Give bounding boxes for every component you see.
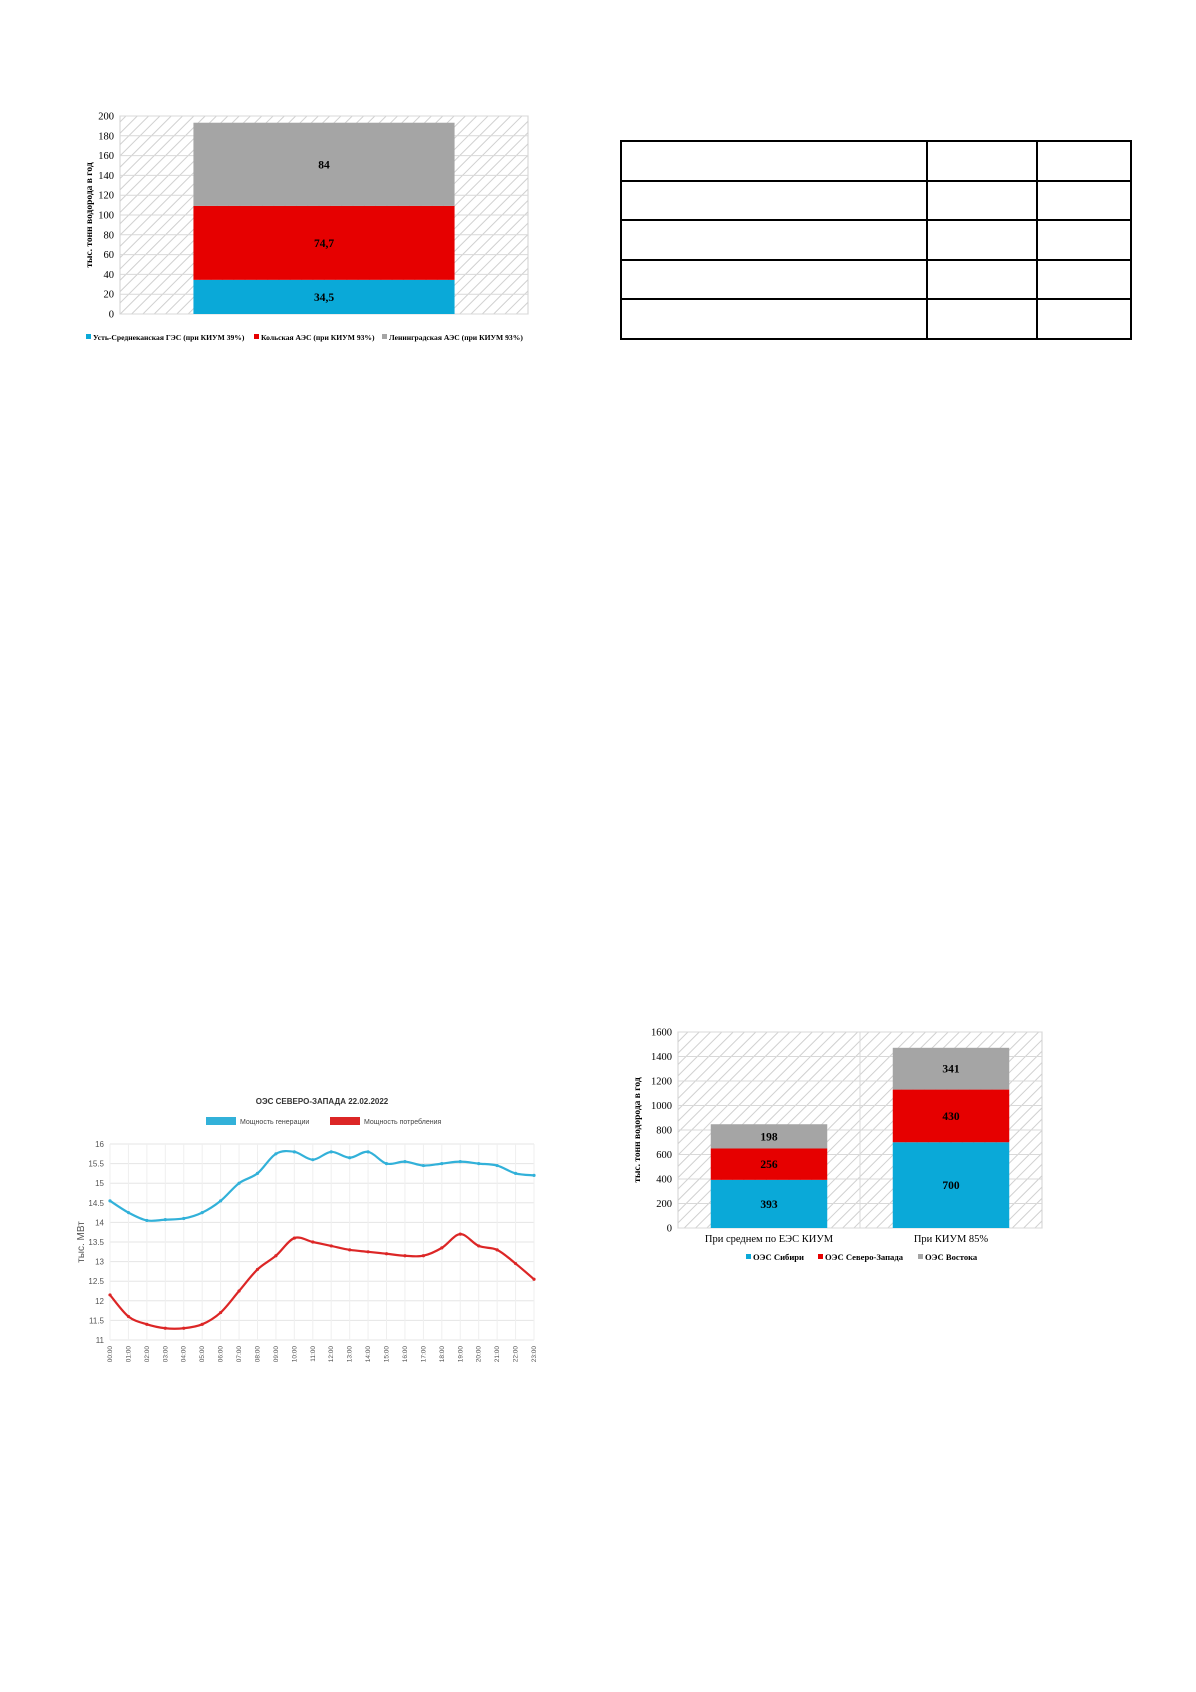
x-category-label: При среднем по ЕЭС КИУМ <box>704 1234 834 1245</box>
data-point <box>532 1278 535 1281</box>
data-point <box>459 1160 462 1163</box>
data-point <box>145 1323 148 1326</box>
data-point <box>422 1164 425 1167</box>
data-label: 34,5 <box>313 291 335 304</box>
table-cell <box>927 299 1037 339</box>
table-cell <box>927 220 1037 260</box>
table-cell <box>1037 141 1131 181</box>
legend-label: Ленинградская АЭС (при КИУМ 93%) <box>389 333 523 342</box>
legend-swatch <box>86 334 91 339</box>
data-point <box>385 1162 388 1165</box>
y-tick-label: 100 <box>98 210 114 222</box>
data-point <box>348 1156 351 1159</box>
data-label: 256 <box>760 1159 778 1172</box>
data-point <box>477 1244 480 1247</box>
chart-svg <box>76 1090 596 1390</box>
legend-label: Усть-Среднеканская ГЭС (при КИУМ 39%) <box>93 333 245 342</box>
y-tick-label: 80 <box>103 230 114 242</box>
data-point <box>219 1311 222 1314</box>
legend-label: Мощность потребления <box>364 1119 442 1126</box>
y-tick-label: 20 <box>103 289 114 301</box>
y-tick-label: 14.5 <box>88 1198 104 1208</box>
hydrogen-output-chart-regions <box>630 1010 1130 1300</box>
data-point <box>237 1182 240 1185</box>
table-cell <box>621 181 927 221</box>
data-point <box>219 1199 222 1202</box>
x-tick-label: 00:00 <box>107 1346 114 1363</box>
table-cell <box>621 299 927 339</box>
data-point <box>311 1158 314 1161</box>
data-point <box>108 1293 111 1296</box>
y-tick-label: 13 <box>95 1257 104 1267</box>
data-point <box>496 1164 499 1167</box>
chart-title: ОЭС СЕВЕРО-ЗАПАДА 22.02.2022 <box>255 1097 389 1106</box>
legend-swatch <box>206 1117 236 1125</box>
power-line-chart <box>76 1090 596 1390</box>
data-point <box>237 1289 240 1292</box>
x-tick-label: 15:00 <box>383 1346 391 1363</box>
y-tick-label: 200 <box>656 1199 672 1210</box>
y-tick-label: 0 <box>666 1223 672 1235</box>
y-tick-label: 120 <box>98 190 114 202</box>
x-category-label: При КИУМ 85% <box>913 1234 989 1245</box>
data-point <box>293 1150 296 1153</box>
legend-label: Мощность генерации <box>240 1119 310 1126</box>
table-row <box>621 299 1131 339</box>
data-point <box>127 1211 130 1214</box>
x-tick-label: 06:00 <box>217 1346 225 1363</box>
x-tick-label: 01:00 <box>125 1346 133 1363</box>
chart-svg <box>84 112 584 372</box>
legend-label: ОЭС Северо-Запада <box>825 1252 903 1262</box>
x-tick-label: 12:00 <box>328 1346 336 1363</box>
legend-swatch <box>382 334 387 339</box>
table-row <box>621 220 1131 260</box>
x-tick-label: 18:00 <box>438 1346 446 1363</box>
x-tick-label: 17:00 <box>420 1346 428 1363</box>
y-axis-label: тыс. МВт <box>76 1221 87 1263</box>
y-tick-label: 14 <box>95 1218 104 1228</box>
x-tick-label: 08:00 <box>254 1346 262 1363</box>
x-tick-label: 19:00 <box>457 1346 465 1363</box>
legend-swatch <box>254 334 259 339</box>
data-point <box>514 1172 517 1175</box>
data-point <box>256 1172 259 1175</box>
data-point <box>403 1160 406 1163</box>
data-label: 198 <box>760 1131 778 1144</box>
y-tick-label: 600 <box>656 1150 672 1161</box>
table-row <box>621 260 1131 300</box>
y-axis-label: тыс. тонн водорода в год <box>85 162 95 268</box>
x-tick-label: 20:00 <box>475 1346 483 1363</box>
y-tick-label: 1400 <box>651 1052 672 1063</box>
data-label: 430 <box>942 1110 960 1123</box>
data-point <box>108 1199 111 1202</box>
data-point <box>201 1211 204 1214</box>
data-point <box>201 1323 204 1326</box>
y-tick-label: 140 <box>98 170 114 182</box>
data-label: 393 <box>760 1198 778 1211</box>
x-tick-label: 21:00 <box>494 1346 502 1363</box>
data-point <box>514 1262 517 1265</box>
legend-label: ОЭС Сибири <box>753 1252 805 1262</box>
data-point <box>440 1162 443 1165</box>
data-point <box>182 1327 185 1330</box>
data-point <box>311 1240 314 1243</box>
data-point <box>274 1254 277 1257</box>
data-point <box>348 1248 351 1251</box>
table-cell <box>1037 181 1131 221</box>
data-label: 700 <box>942 1180 960 1193</box>
data-point <box>532 1174 535 1177</box>
empty-data-table <box>620 140 1132 340</box>
table-cell <box>1037 260 1131 300</box>
table-cell <box>1037 299 1131 339</box>
data-point <box>459 1233 462 1236</box>
y-tick-label: 16 <box>95 1140 104 1149</box>
x-tick-label: 09:00 <box>272 1346 280 1363</box>
data-point <box>330 1150 333 1153</box>
y-tick-label: 1000 <box>651 1101 672 1112</box>
y-tick-label: 11.5 <box>89 1316 104 1326</box>
y-axis-label: тыс. тонн водорода в год <box>633 1077 643 1183</box>
y-tick-label: 180 <box>98 131 114 143</box>
legend-label: ОЭС Востока <box>925 1252 978 1262</box>
y-tick-label: 40 <box>103 269 114 281</box>
x-tick-label: 23:00 <box>531 1346 538 1363</box>
y-tick-label: 800 <box>656 1125 672 1137</box>
x-tick-label: 10:00 <box>291 1346 299 1363</box>
data-point <box>274 1152 277 1155</box>
x-tick-label: 05:00 <box>199 1346 207 1363</box>
legend-swatch <box>918 1254 923 1259</box>
legend-swatch <box>330 1117 360 1125</box>
y-tick-label: 200 <box>98 112 114 123</box>
y-tick-label: 12.5 <box>88 1277 104 1287</box>
y-tick-label: 400 <box>656 1174 672 1186</box>
data-point <box>182 1217 185 1220</box>
x-tick-label: 07:00 <box>236 1346 244 1363</box>
y-tick-label: 0 <box>108 309 114 321</box>
table-cell <box>621 260 927 300</box>
y-tick-label: 12 <box>95 1296 104 1306</box>
y-tick-label: 160 <box>98 151 114 163</box>
data-point <box>403 1254 406 1257</box>
data-point <box>366 1250 369 1253</box>
hydrogen-output-chart-stations <box>84 112 584 372</box>
chart-svg <box>630 1010 1130 1300</box>
table-row <box>621 141 1131 181</box>
data-point <box>256 1268 259 1271</box>
data-point <box>496 1248 499 1251</box>
x-tick-label: 02:00 <box>143 1346 151 1363</box>
data-point <box>293 1236 296 1239</box>
x-tick-label: 22:00 <box>512 1346 520 1363</box>
x-tick-label: 16:00 <box>401 1346 409 1363</box>
y-tick-label: 1200 <box>651 1076 672 1088</box>
data-point <box>145 1219 148 1222</box>
y-tick-label: 1600 <box>651 1027 672 1039</box>
data-point <box>366 1150 369 1153</box>
data-point <box>330 1244 333 1247</box>
data-label: 341 <box>942 1063 960 1076</box>
x-tick-label: 04:00 <box>180 1346 188 1363</box>
data-point <box>164 1218 167 1221</box>
legend-label: Кольская АЭС (при КИУМ 93%) <box>261 333 375 342</box>
table-cell <box>927 141 1037 181</box>
table-cell <box>621 220 927 260</box>
legend-swatch <box>818 1254 823 1259</box>
data-point <box>440 1246 443 1249</box>
x-tick-label: 14:00 <box>365 1346 373 1363</box>
data-point <box>477 1162 480 1165</box>
x-tick-label: 13:00 <box>346 1346 354 1363</box>
y-tick-label: 11 <box>95 1336 104 1345</box>
y-tick-label: 15 <box>95 1179 104 1189</box>
x-tick-label: 03:00 <box>162 1346 170 1363</box>
data-point <box>385 1252 388 1255</box>
data-label: 74,7 <box>313 237 335 250</box>
data-point <box>422 1254 425 1257</box>
y-tick-label: 13.5 <box>88 1238 104 1247</box>
data-point <box>164 1327 167 1330</box>
y-tick-label: 15.5 <box>88 1159 104 1169</box>
x-tick-label: 11:00 <box>309 1346 317 1362</box>
data-point <box>127 1315 130 1318</box>
table-cell <box>927 181 1037 221</box>
legend-swatch <box>746 1254 751 1259</box>
table-cell <box>927 260 1037 300</box>
data-label: 84 <box>318 159 330 172</box>
table-cell <box>1037 220 1131 260</box>
table-cell <box>621 141 927 181</box>
table-row <box>621 181 1131 221</box>
y-tick-label: 60 <box>103 250 114 262</box>
